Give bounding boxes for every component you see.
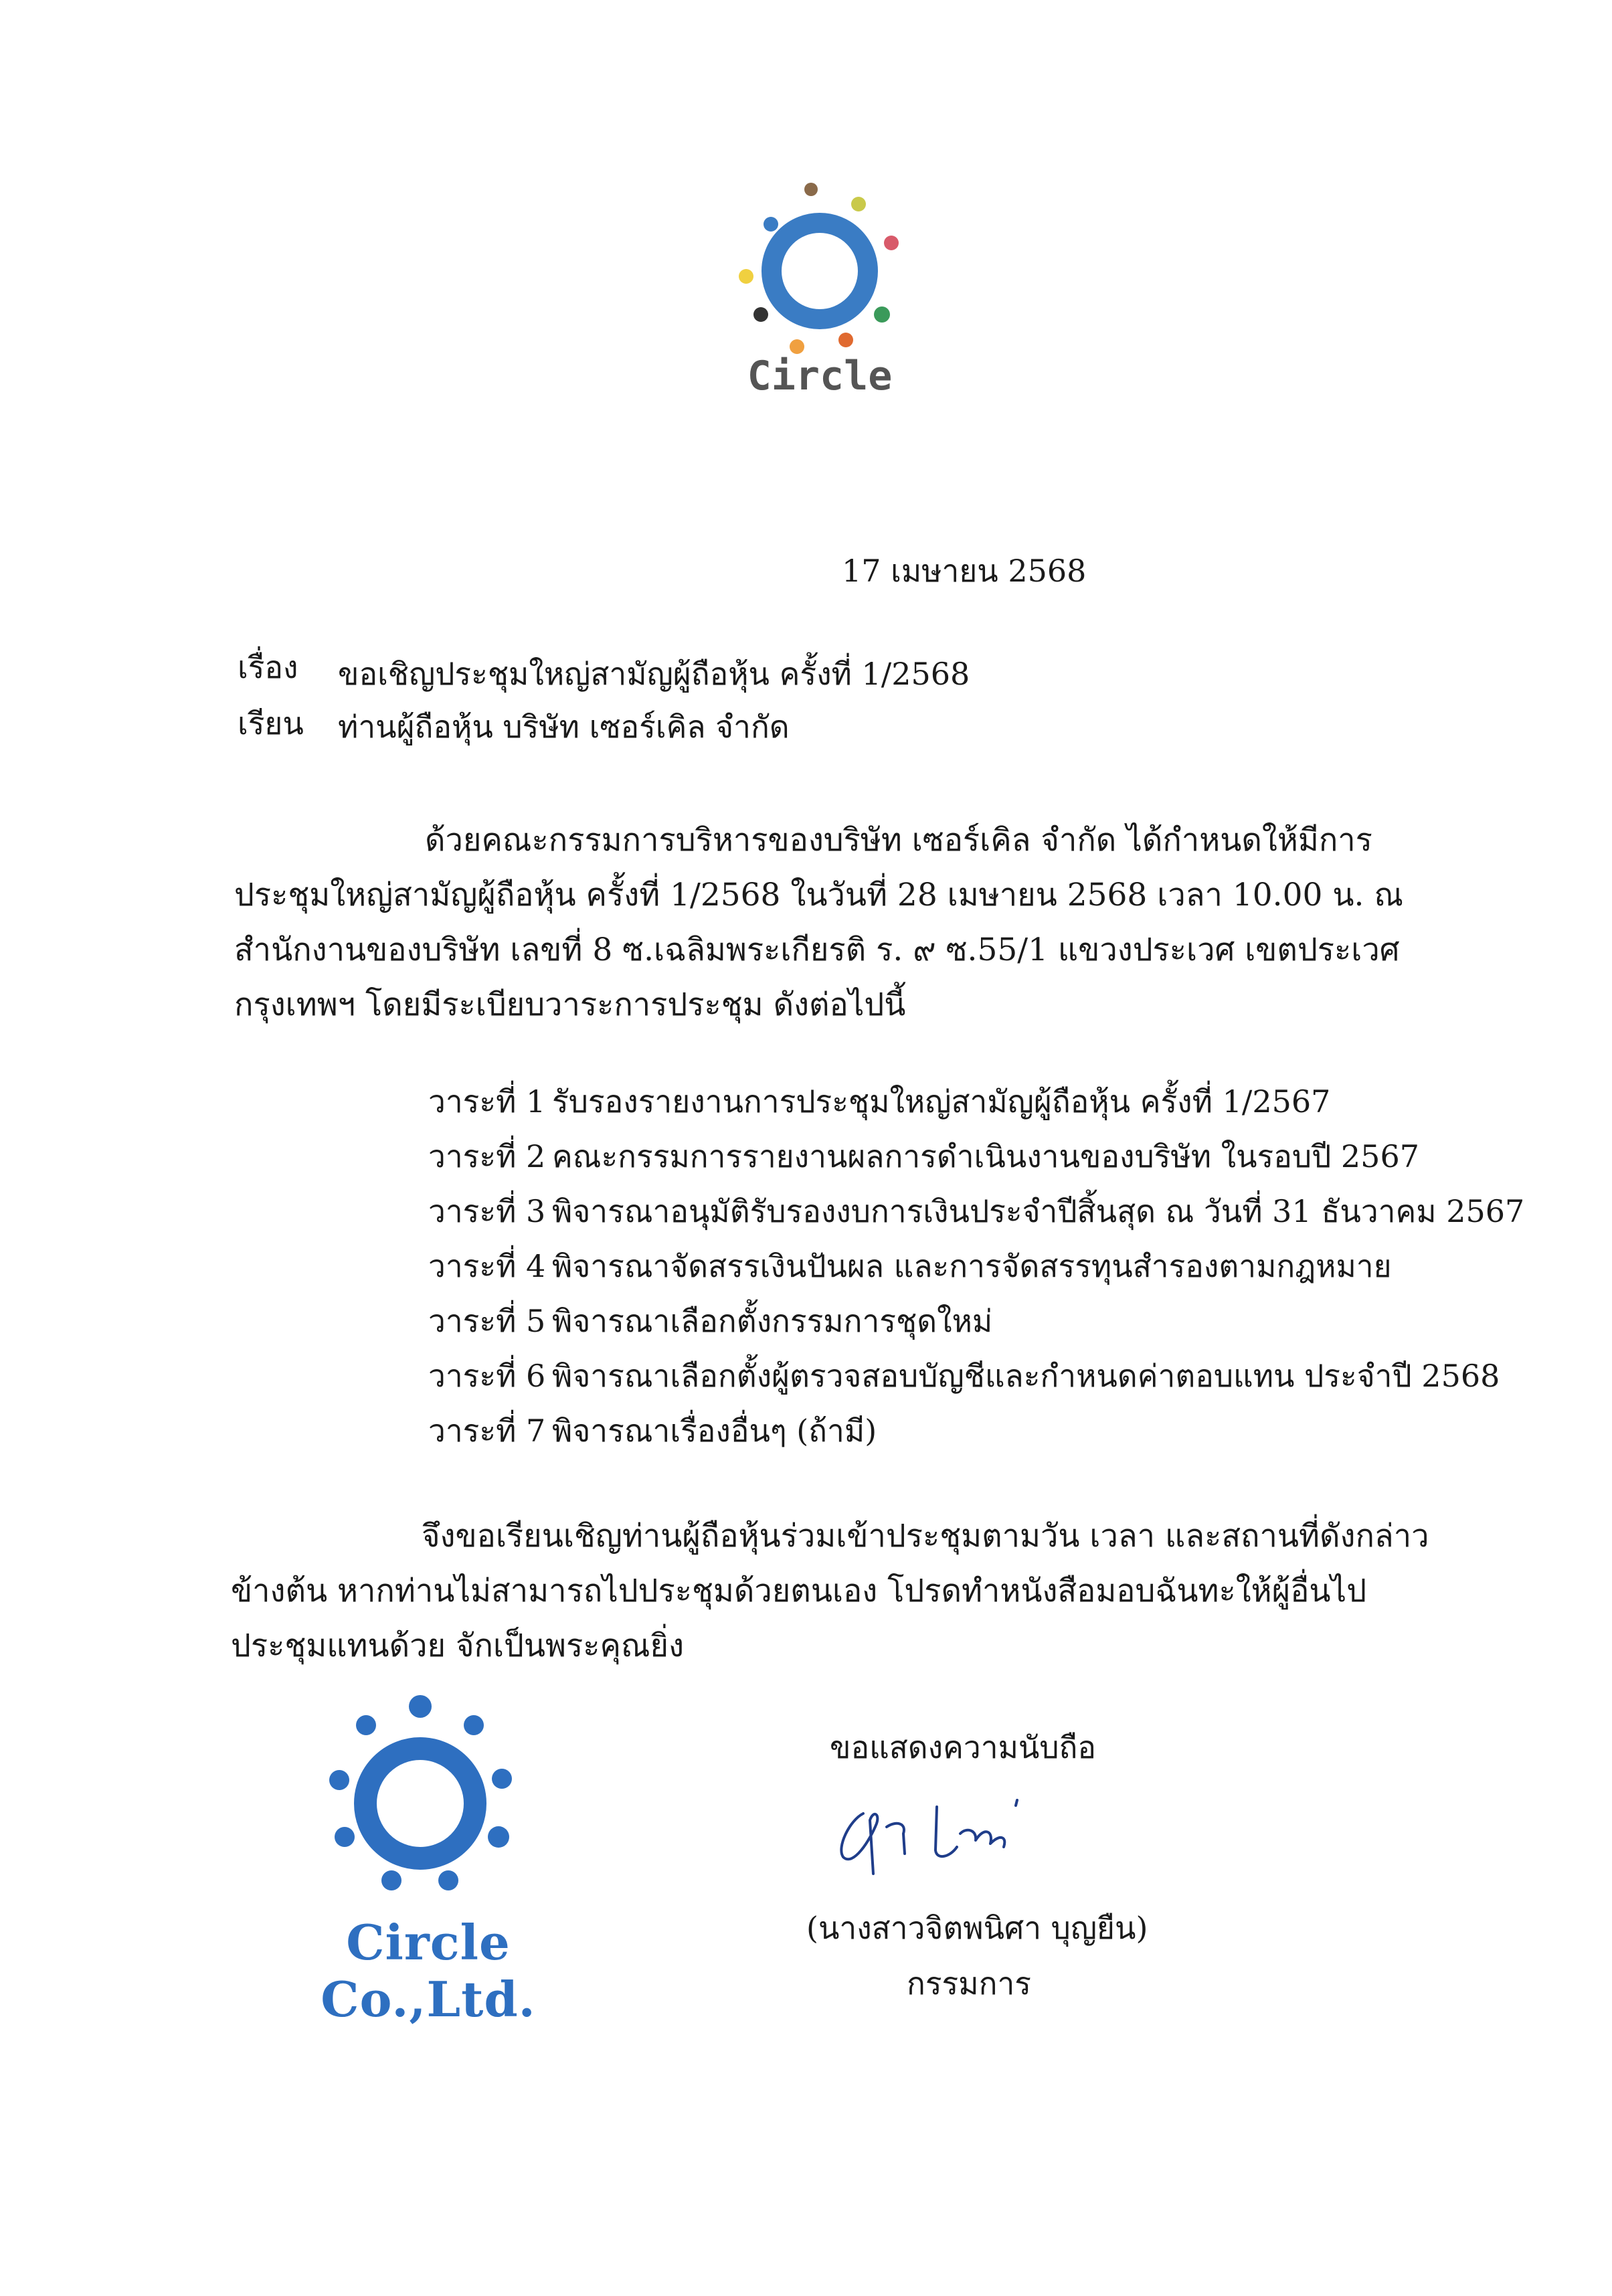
- closing-paragraph: จึงขอเรียนเชิญท่านผู้ถือหุ้นร่วมเข้าประชุมตามวัน เวลา และสถานที่ดังกล่าวข้างต้น หากท่านไม่สามารถไปประชุมด้วยตนเอง โปรดทำหนังสือมอบฉันทะให้ผู้อื่นไปประชุมแทนด้วย จักเป็นพระคุณยิ่ง: [231, 1518, 1429, 1664]
- agenda-text: รับรองรายงานการประชุมใหญ่สามัญผู้ถือหุ้น ครั้งที่ 1/2567: [552, 1083, 1331, 1120]
- agenda-item: [428, 1403, 1472, 1458]
- agenda-text: พิจารณาเรื่องอื่นๆ (ถ้ามี): [552, 1413, 877, 1449]
- handwritten-signature-icon: [823, 1787, 1117, 1887]
- agenda-item: [428, 1074, 1472, 1129]
- logo-wordmark: Circle: [747, 353, 893, 400]
- agenda-text: พิจารณาเลือกตั้งผู้ตรวจสอบบัญชีและกำหนดค่าตอบแทน ประจำปี 2568: [552, 1358, 1500, 1394]
- signature: [823, 1787, 1117, 1887]
- sign-off-greeting: ขอแสดงความนับถือ: [830, 1729, 1097, 1765]
- agenda-text: พิจารณาเลือกตั้งกรรมการชุดใหม่: [552, 1303, 993, 1339]
- agenda-item: [428, 1129, 1472, 1184]
- agenda-number: วาระที่ 5: [428, 1303, 546, 1339]
- agenda-text: คณะกรรมการรายงานผลการดำเนินงานของบริษัท ในรอบปี 2567: [552, 1138, 1419, 1174]
- signatory-title: กรรมการ: [907, 1965, 1031, 2002]
- agenda-list: [428, 1074, 1525, 1458]
- agenda-number: วาระที่ 7: [428, 1413, 546, 1449]
- agenda-item: [428, 1294, 1472, 1348]
- agenda-number: วาระที่ 4: [428, 1248, 546, 1284]
- agenda-number: วาระที่ 2: [428, 1138, 546, 1174]
- recipient-text: ท่านผู้ถือหุ้น บริษัท เซอร์เคิล จำกัด: [338, 709, 790, 745]
- agenda-text: พิจารณาอนุมัติรับรองงบการเงินประจำปีสิ้นสุด ณ วันที่ 31 ธันวาคม 2567: [552, 1193, 1525, 1229]
- signatory-name: (นางสาวจิตพนิศา บุญยืน): [806, 1910, 1148, 1946]
- letter-date: 17 เมษายน 2568: [842, 553, 1087, 589]
- circle-logo-icon: [729, 177, 910, 358]
- agenda-item: [428, 1184, 1525, 1239]
- agenda-number: วาระที่ 3: [428, 1193, 546, 1229]
- seal-circle-icon: [258, 1693, 599, 1914]
- intro-paragraph: ด้วยคณะกรรมการบริหารของบริษัท เซอร์เคิล จำกัด ได้กำหนดให้มีการประชุมใหญ่สามัญผู้ถือหุ้น ครั้งที่ 1/2568 ในวันที่ 28 เมษายน 2568 เวลา 10.00 น. ณ สำนักงานของบริษัท เลขที่ 8 ซ.เฉลิมพระเกียรติ ร. ๙ ซ.55/1 แขวงประเวศ เขตประเวศ กรุงเทพฯ โดยมีระเบียบวาระการประชุม ดังต่อไปนี้: [234, 822, 1403, 1023]
- agenda-item: [428, 1239, 1472, 1294]
- agenda-number: วาระที่ 6: [428, 1358, 546, 1394]
- subject-label: เรื่อง: [238, 649, 298, 685]
- agenda-item: [428, 1348, 1500, 1403]
- company-logo: [729, 177, 910, 405]
- recipient-label: เรียน: [238, 705, 304, 741]
- seal-text: Circle Co.,Ltd.: [321, 1914, 536, 2028]
- agenda-text: พิจารณาจัดสรรเงินปันผล และการจัดสรรทุนสำรองตามกฎหมาย: [552, 1248, 1392, 1284]
- agenda-number: วาระที่ 1: [428, 1083, 546, 1120]
- subject-text: ขอเชิญประชุมใหญ่สามัญผู้ถือหุ้น ครั้งที่ 1/2568: [338, 656, 970, 692]
- company-seal: [258, 1693, 599, 2028]
